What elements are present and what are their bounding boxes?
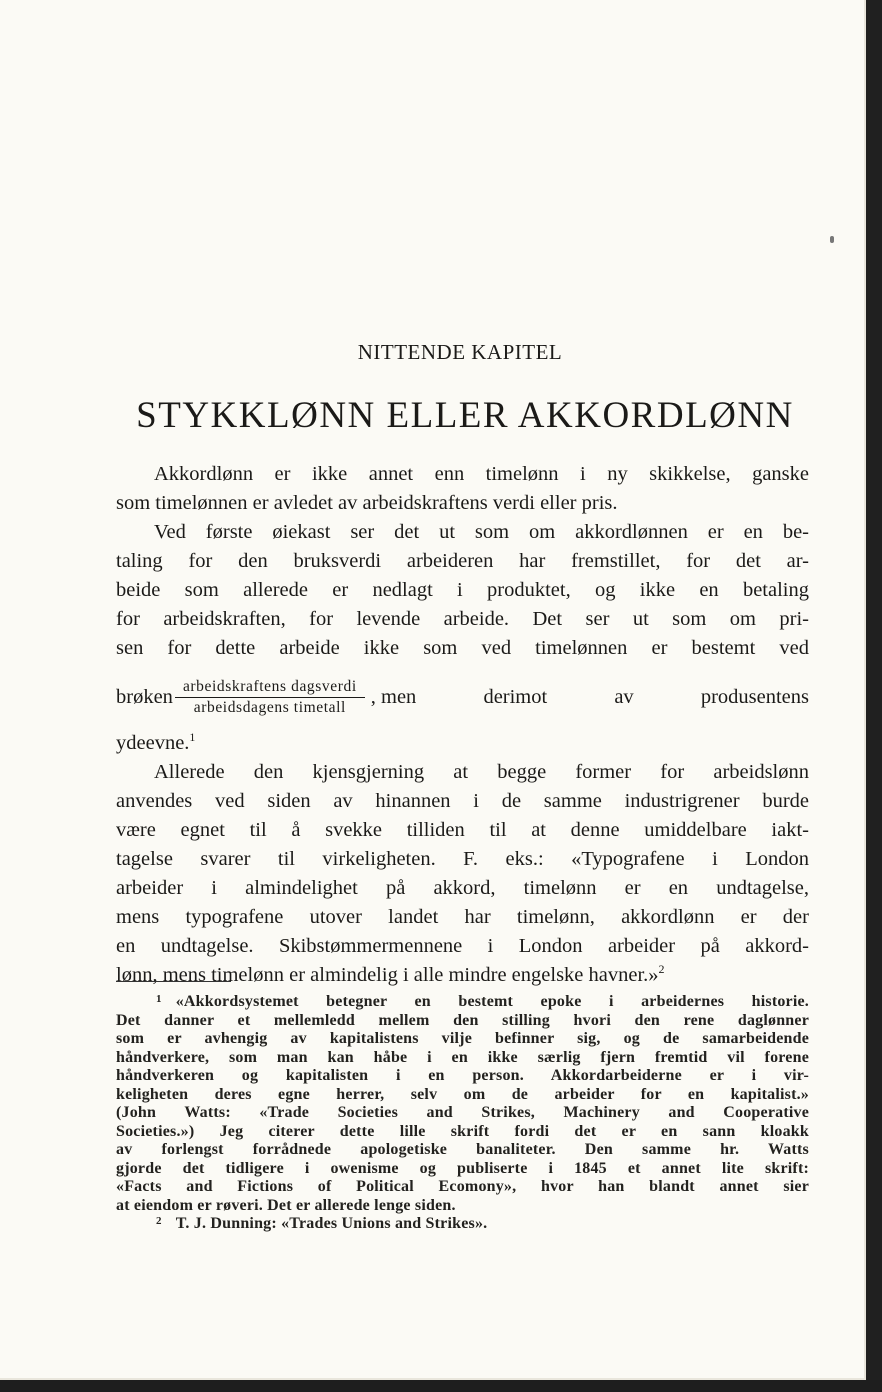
text-line: som timelønnen er avledet av arbeidskraftens verdi eller pris. [116, 492, 618, 514]
text-line: mens typografene utover landet har timelønn, akkordlønn er der [116, 906, 809, 928]
text-line [116, 729, 809, 758]
footnote-line: som er avhengig av kapitalistens vilje befinner sig, og de samarbeidende [116, 1030, 809, 1047]
text-line: Allerede den kjensgjerning at begge former for arbeidslønn [154, 761, 809, 783]
text-line: Ved første øiekast ser det ut som om akkordlønnen er en be- [154, 521, 809, 543]
footnote-line: håndverkeren og kapitalisten i en person. Akkordarbeiderne er i vir- [116, 1067, 809, 1084]
text-line [116, 961, 809, 990]
scan-edge-bottom [0, 1380, 882, 1392]
suffix-word: av [614, 685, 634, 708]
text-line: sen for dette arbeide ikke som ved timelønnen er bestemt ved [116, 637, 809, 659]
footnote-line: av forlengst forrådnede apologetiske banaliteter. Den samme hr. Watts [116, 1141, 809, 1158]
chapter-title: STYKKLØNN ELLER AKKORDLØNN [136, 395, 794, 436]
suffix-word: , men [370, 685, 417, 708]
footnote-line: håndverkere, som man kan håbe i en ikke særlig fjern fremtid vil forene [116, 1048, 809, 1066]
text-line: en undtagelse. Skibstømmermennene i London arbeider på akkord- [116, 935, 809, 957]
text-line: for arbeidskraften, for levende arbeide. Det ser ut som om pri- [116, 608, 809, 630]
text-line: taling for den bruksverdi arbeideren har fremstillet, for det ar- [116, 550, 809, 572]
footnote-ref-1: 1 [189, 730, 196, 744]
footnote-line: «Facts and Fictions of Political Ecomony», hvor han blandt annet sier [116, 1178, 809, 1195]
footnote-mark-1: 1 [156, 993, 162, 1005]
fraction-prefix: brøken [116, 685, 173, 708]
text-line: anvendes ved siden av hinannen i de samme industrigrener burde [116, 790, 809, 812]
text-line: Akkordlønn er ikke annet enn timelønn i ny skikkelse, ganske [154, 463, 809, 485]
text-line: arbeider i almindelighet på akkord, timelønn er en undtagelse, [116, 877, 809, 899]
footnote-text: T. J. Dunning: «Trades Unions and Strikes». [175, 1215, 488, 1232]
fraction-numerator: arbeidskraftens dagsverdi [175, 678, 365, 698]
body-text [116, 460, 809, 990]
footnotes [116, 993, 809, 1234]
footnote-text: «Akkordsystemet betegner en bestemt epoke i arbeidernes historie. [175, 993, 809, 1010]
fraction-denominator: arbeidsdagens timetall [193, 699, 346, 716]
fraction-suffix [371, 683, 809, 712]
footnote-ref-2: 2 [658, 962, 665, 976]
footnote-divider [116, 981, 231, 982]
ink-speck [830, 236, 834, 243]
text-line: være egnet til å svekke tilliden til at denne umiddelbare iakt- [116, 819, 809, 841]
fraction [175, 678, 365, 716]
footnote-line [116, 993, 809, 1012]
text-line: beide som allerede er nedlagt i produktet, og ikke en betaling [116, 579, 809, 601]
chapter-label: NITTENDE KAPITEL [357, 340, 563, 364]
footnote-line: at eiendom er røveri. Det er allerede lenge siden. [116, 1196, 456, 1214]
footnote-line: gjorde det tidligere i owenisme og publiserte i 1845 et annet lite skrift: [116, 1159, 809, 1177]
text-word: lønn, mens timelønn er almindelig i alle mindre engelske havner.» [116, 964, 659, 986]
fraction-line [116, 665, 809, 729]
suffix-word: produsentens [700, 685, 809, 708]
footnote-line: (John Watts: «Trade Societies and Strikes, Machinery and Cooperative [116, 1104, 809, 1121]
text-line: tagelse svarer til virkeligheten. F. eks.: «Typografene i London [116, 848, 809, 870]
footnote-mark-2: 2 [156, 1215, 162, 1227]
footnote-line: keligheten deres egne herrer, selv om de arbeider for en kapitalist.» [116, 1085, 809, 1103]
footnote-line: Det danner et mellemledd mellem den stilling hvori den rene daglønner [116, 1011, 809, 1029]
footnote-line: Societies.») Jeg citerer dette lille skrift fordi det er en sann kloakk [116, 1122, 809, 1140]
footnote-line [116, 1215, 809, 1234]
suffix-word: derimot [483, 685, 548, 708]
scan-edge-right [866, 0, 882, 1392]
text-word: ydeevne. [116, 732, 190, 754]
